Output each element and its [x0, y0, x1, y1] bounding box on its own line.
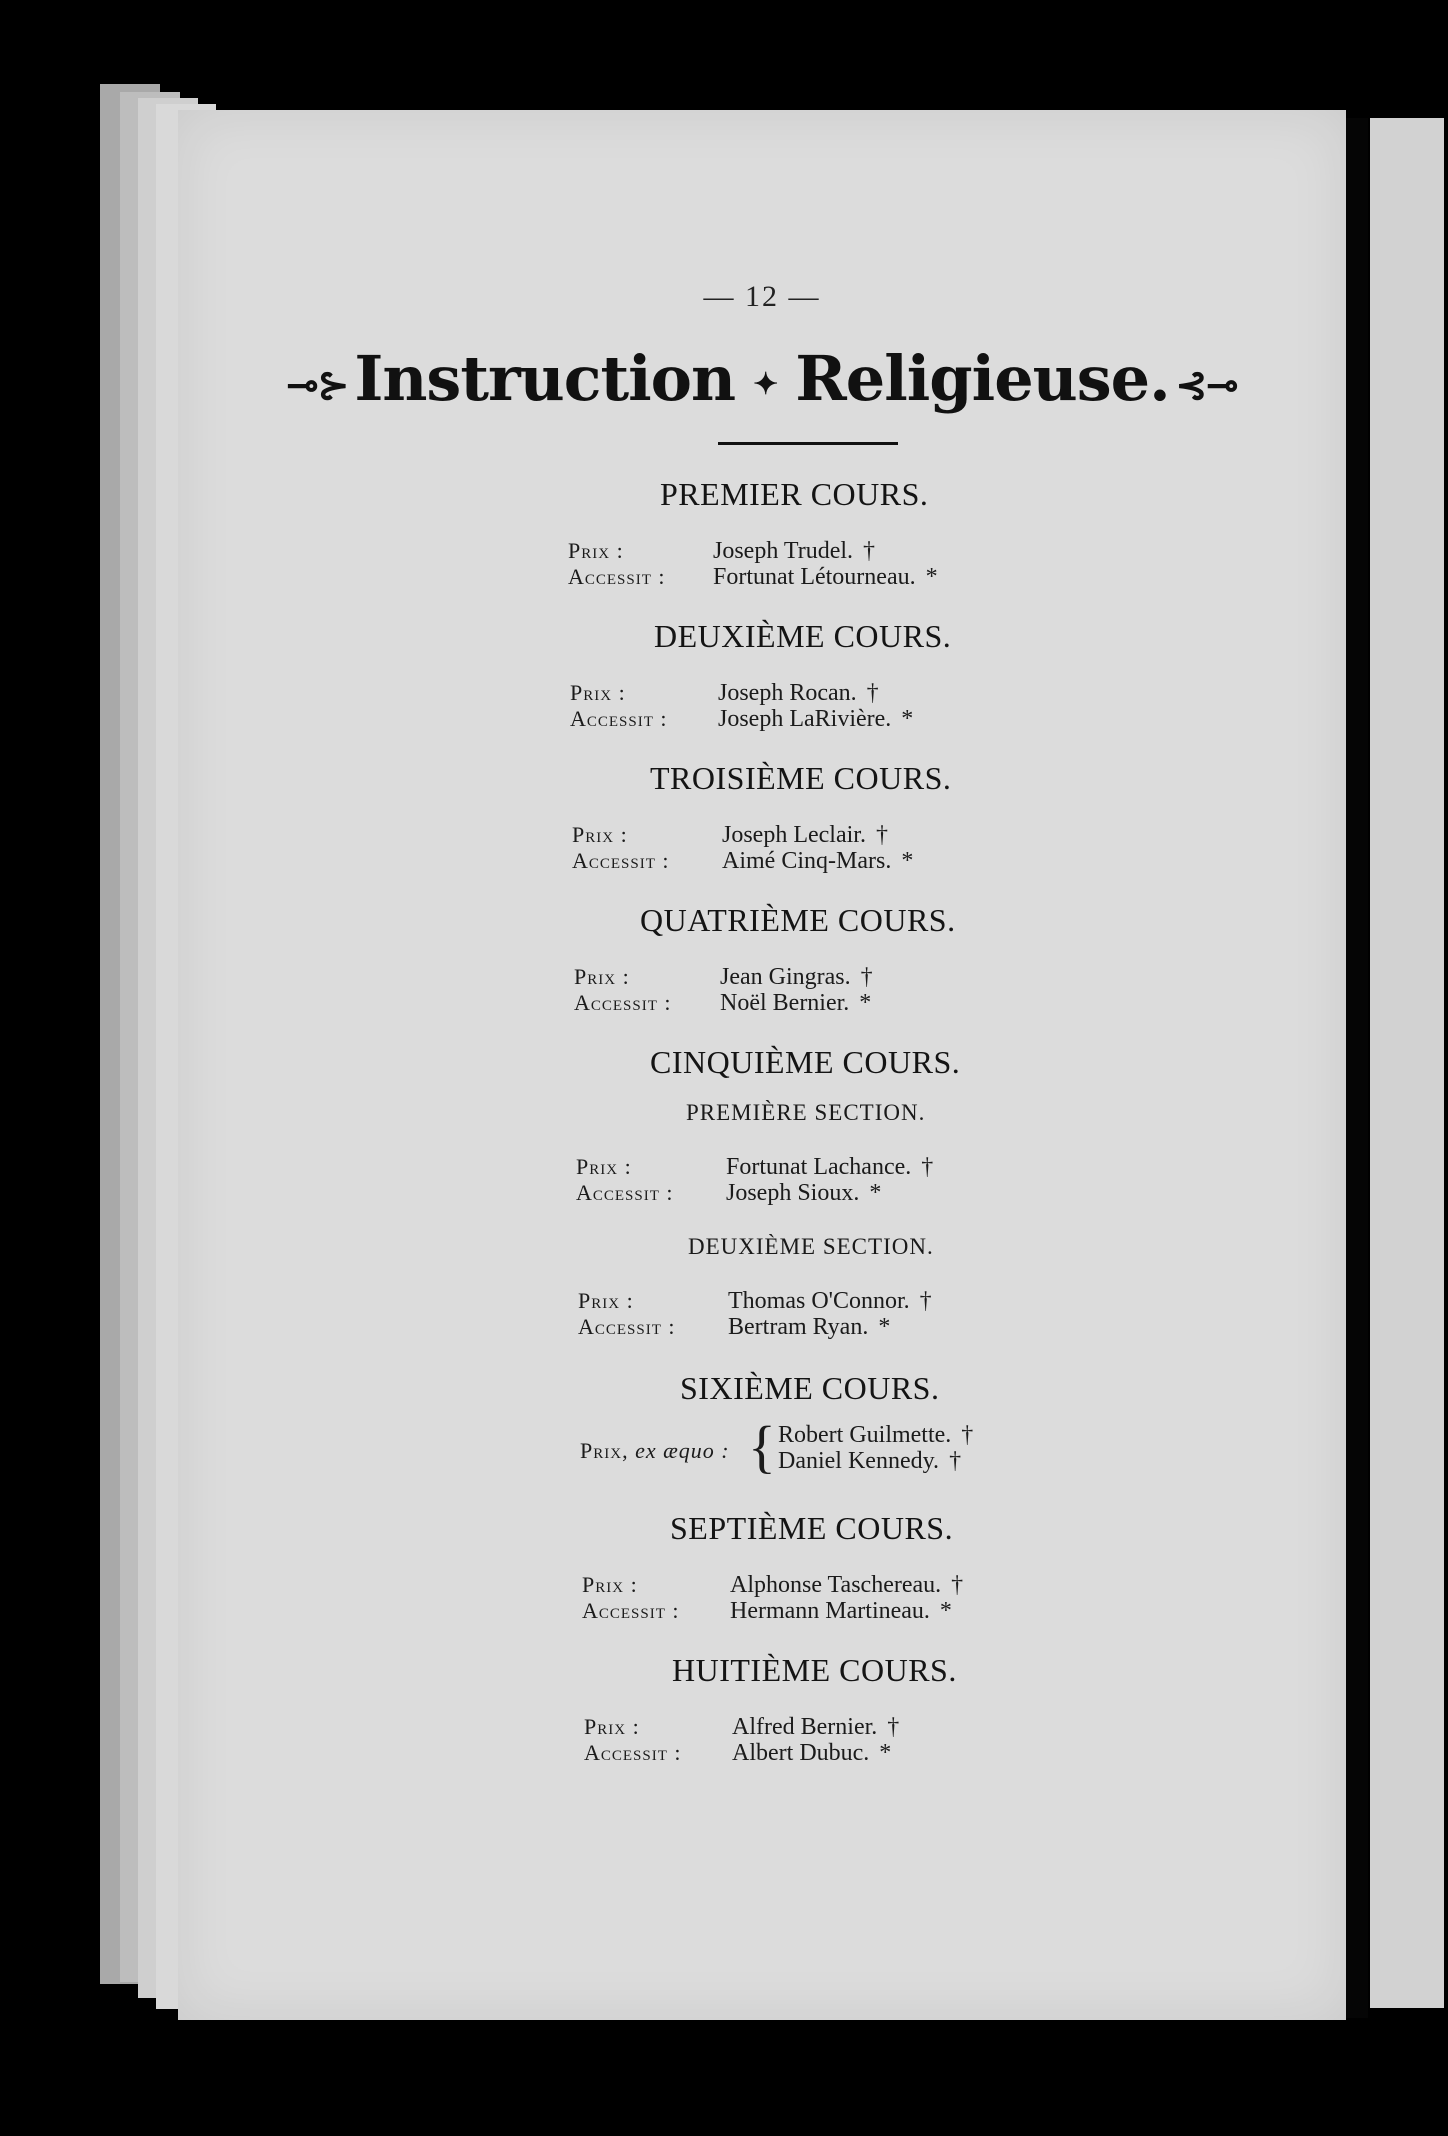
- prize-label: Prix :: [578, 1288, 634, 1313]
- prize-label: Prix :: [576, 1154, 632, 1179]
- dagger-mark: †: [919, 1288, 932, 1314]
- dagger-mark: †: [860, 964, 873, 990]
- prize-name: Joseph Trudel. †: [713, 538, 876, 564]
- prize-label: Prix :: [572, 822, 628, 847]
- prize-name: Joseph Leclair. †: [722, 822, 888, 848]
- dagger-mark: †: [887, 1714, 900, 1740]
- prize-name: Fortunat Lachance. †: [726, 1154, 934, 1180]
- section-heading: TROISIÈME COURS.: [650, 760, 952, 796]
- dagger-mark: †: [866, 680, 879, 706]
- document-page: [178, 110, 1346, 2020]
- facing-page-strip: [1370, 118, 1444, 2008]
- accessit-row: [574, 990, 1074, 1020]
- section-heading: PREMIER COURS.: [660, 476, 929, 512]
- accessit-name: Albert Dubuc. *: [732, 1740, 892, 1766]
- prize-name: Jean Gingras. †: [720, 964, 873, 990]
- accessit-row: [576, 1180, 1076, 1210]
- accessit-label: Accessit :: [582, 1598, 680, 1623]
- asterisk-mark: *: [859, 990, 872, 1016]
- page-gutter: [1346, 118, 1368, 2018]
- asterisk-mark: *: [869, 1180, 882, 1206]
- brace-glyph: {: [748, 1414, 776, 1479]
- accessit-label: Accessit :: [576, 1180, 674, 1205]
- accessit-label: Accessit :: [584, 1740, 682, 1765]
- section-heading: CINQUIÈME COURS.: [650, 1044, 961, 1080]
- asterisk-mark: *: [879, 1740, 892, 1766]
- accessit-label: Accessit :: [568, 564, 666, 589]
- page-title: [178, 342, 1346, 415]
- title-word-instruction: Instruction: [354, 342, 736, 415]
- section-heading: SEPTIÈME COURS.: [670, 1510, 954, 1546]
- subsection-heading: PREMIÈRE SECTION.: [686, 1100, 926, 1125]
- accessit-row: [578, 1314, 1078, 1344]
- prize-label: Prix,: [580, 1438, 629, 1463]
- prize-label: Prix :: [574, 964, 630, 989]
- accessit-row: [582, 1598, 1102, 1628]
- title-ornament-middle: ✦: [753, 366, 778, 402]
- asterisk-mark: *: [878, 1314, 891, 1340]
- title-ornament-left: ⊸⊱: [286, 361, 349, 407]
- prize-label: Prix :: [570, 680, 626, 705]
- prize-row: [778, 1448, 1078, 1478]
- accessit-row: [570, 706, 1070, 736]
- section-heading: HUITIÈME COURS.: [672, 1652, 957, 1688]
- accessit-label: Accessit :: [570, 706, 668, 731]
- title-word-religieuse: Religieuse.: [795, 342, 1170, 415]
- section-heading: DEUXIÈME COURS.: [654, 618, 952, 654]
- ex-aequo-label: ex æquo :: [635, 1438, 730, 1463]
- title-rule: [718, 442, 898, 445]
- accessit-name: Noël Bernier. *: [720, 990, 872, 1016]
- accessit-name: Joseph LaRivière. *: [718, 706, 914, 732]
- accessit-label: Accessit :: [572, 848, 670, 873]
- section-heading: QUATRIÈME COURS.: [640, 902, 956, 938]
- accessit-name: Fortunat Létourneau. *: [713, 564, 938, 590]
- dagger-mark: †: [863, 538, 876, 564]
- prize-label: Prix :: [582, 1572, 638, 1597]
- prize-name: Alfred Bernier. †: [732, 1714, 900, 1740]
- prize-name: Alphonse Taschereau. †: [730, 1572, 964, 1598]
- prize-label: Prix :: [584, 1714, 640, 1739]
- asterisk-mark: *: [901, 848, 914, 874]
- asterisk-mark: *: [939, 1598, 952, 1624]
- title-ornament-right: ⊰⊸: [1175, 361, 1238, 407]
- accessit-name: Hermann Martineau. *: [730, 1598, 952, 1624]
- dagger-mark: †: [951, 1572, 964, 1598]
- accessit-row: [572, 848, 1072, 878]
- prize-name: Joseph Rocan. †: [718, 680, 879, 706]
- accessit-label: Accessit :: [578, 1314, 676, 1339]
- prize-name: Daniel Kennedy. †: [778, 1448, 962, 1474]
- accessit-row: [568, 564, 1068, 594]
- prize-name: Thomas O'Connor. †: [728, 1288, 932, 1314]
- prize-label: Prix :: [568, 538, 624, 563]
- section-heading: SIXIÈME COURS.: [680, 1370, 940, 1406]
- page-number: — 12 —: [703, 280, 821, 313]
- accessit-name: Aimé Cinq-Mars. *: [722, 848, 914, 874]
- subsection-heading: DEUXIÈME SECTION.: [688, 1234, 934, 1259]
- asterisk-mark: *: [925, 564, 938, 590]
- accessit-label: Accessit :: [574, 990, 672, 1015]
- accessit-row: [584, 1740, 1104, 1770]
- prize-name: Robert Guilmette. †: [778, 1422, 974, 1448]
- dagger-mark: †: [921, 1154, 934, 1180]
- accessit-name: Bertram Ryan. *: [728, 1314, 891, 1340]
- dagger-mark: †: [949, 1448, 962, 1474]
- accessit-name: Joseph Sioux. *: [726, 1180, 882, 1206]
- dagger-mark: †: [875, 822, 888, 848]
- dagger-mark: †: [961, 1422, 974, 1448]
- asterisk-mark: *: [901, 706, 914, 732]
